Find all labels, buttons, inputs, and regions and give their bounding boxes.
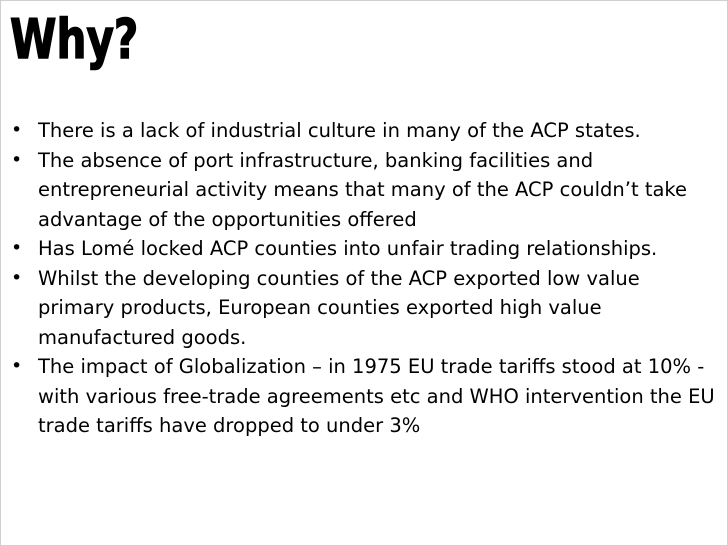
bullet-text: Has Lomé locked ACP counties into unfair trading relationships.	[38, 237, 658, 260]
bullet-item	[1, 264, 725, 353]
bullet-item	[1, 116, 725, 146]
bullet-text: The impact of Globalization – in 1975 EU trade tariffs stood at 10% - with various free-trade agreements etc and WHO intervention the EU trade tariffs have dropped to under 3%	[38, 355, 715, 437]
bullet-marker: •	[11, 355, 23, 377]
bullet-text: The absence of port infrastructure, banking facilities and entrepreneurial activity means that many of the ACP couldn’t take advantage of the opportunities offered	[38, 148, 688, 231]
slide-title: Why?	[10, 8, 139, 71]
bullet-list	[1, 116, 725, 441]
bullet-text: Whilst the developing counties of the ACP exported low value primary products, European counties exported high value manufactured goods.	[38, 266, 640, 349]
bullet-text: There is a lack of industrial culture in many of the ACP states.	[38, 119, 641, 142]
bullet-marker: •	[11, 266, 23, 289]
bullet-marker: •	[11, 148, 23, 171]
bullet-item	[1, 146, 725, 235]
bullet-item	[1, 234, 725, 264]
bullet-marker: •	[11, 119, 23, 141]
bullet-item	[1, 352, 725, 441]
bullet-marker: •	[11, 237, 23, 259]
